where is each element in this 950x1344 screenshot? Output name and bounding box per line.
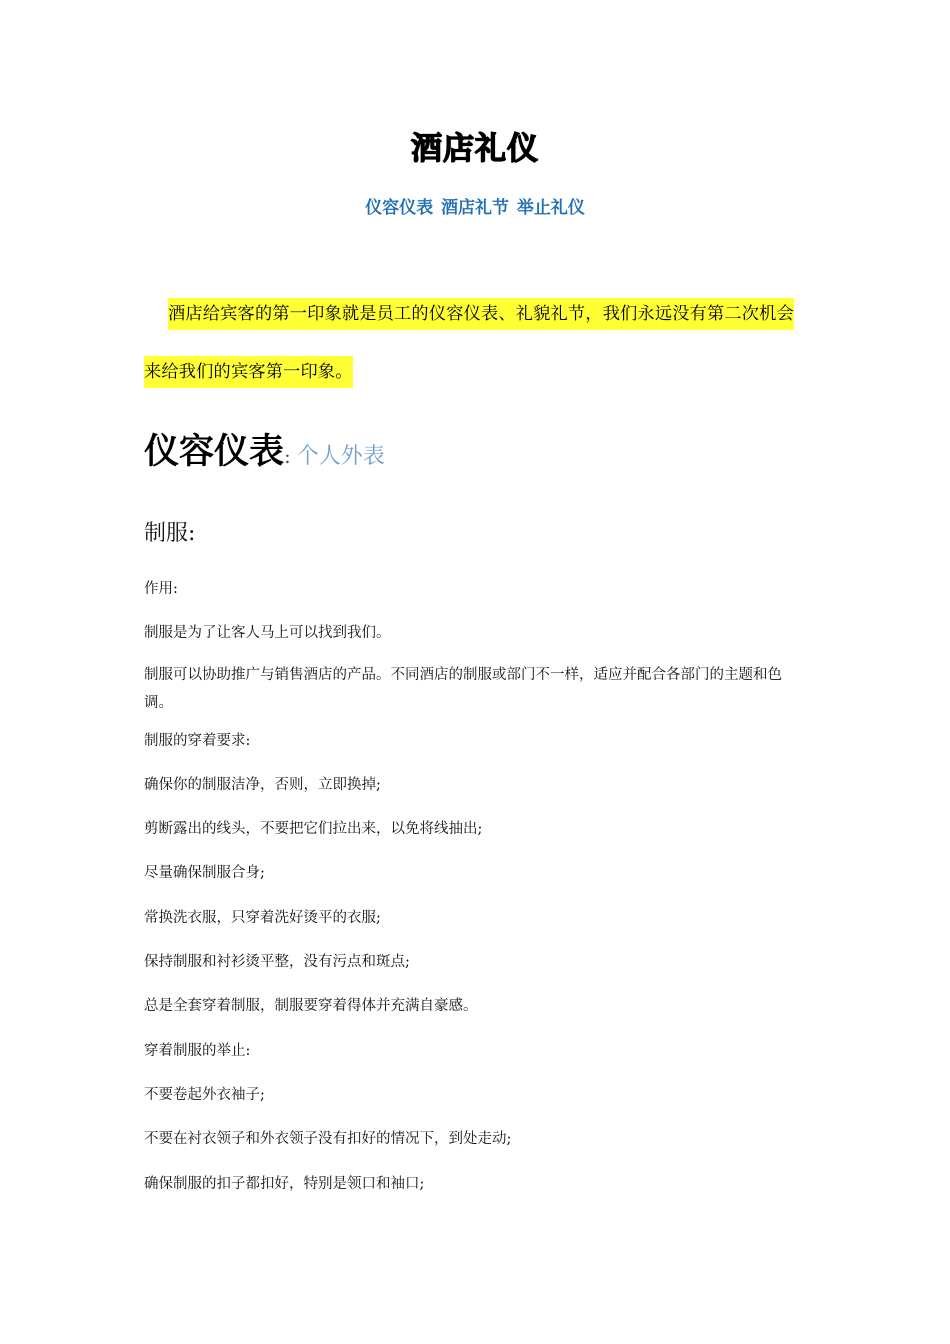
intro-highlighted-text: 酒店给宾客的第一印象就是员工的仪容仪表、礼貌礼节，我们永远没有第二次机会来给我们的宾客第一印象。 [144, 298, 794, 388]
body-line: 不要在衬衣领子和外衣领子没有扣好的情况下，到处走动; [144, 1131, 512, 1148]
body-line: 常换洗衣服，只穿着洗好烫平的衣服; [144, 909, 381, 926]
body-line: 制服可以协助推广与销售酒店的产品。不同酒店的制服或部门不一样，适应并配合各部门的主题和色调。 [144, 666, 782, 711]
body-line: 穿着制服的举止: [144, 1042, 251, 1059]
body-line: 总是全套穿着制服，制服要穿着得体并充满自豪感。 [144, 998, 478, 1015]
body-line: 确保你的制服洁净，否则，立即换掉; [144, 776, 381, 793]
section-heading [144, 424, 806, 486]
body-line: 保持制服和衬衫烫平整，没有污点和斑点; [144, 954, 410, 971]
body-line: 确保制服的扣子都扣好，特别是领口和袖口; [144, 1175, 425, 1192]
intro-paragraph [144, 285, 806, 401]
body-line: 制服是为了让客人马上可以找到我们。 [144, 625, 391, 642]
subsection-heading: 制服: [144, 521, 196, 546]
body-line: 制服的穿着要求: [144, 732, 251, 749]
body-line: 尽量确保制服合身; [144, 865, 265, 882]
body-line: 剪断露出的线头，不要把它们拉出来，以免将线抽出; [144, 821, 483, 838]
document-subtitle: 仪容仪表 酒店礼节 举止礼仪 [365, 198, 585, 218]
section-heading-sub: 个人外表 [296, 444, 385, 469]
body-text [144, 578, 806, 1217]
paragraph-indent [144, 309, 168, 319]
body-line: 不要卷起外衣袖子; [144, 1086, 265, 1103]
section-heading-main: 仪容仪表 [144, 431, 285, 472]
section-heading-colon: : [284, 444, 291, 468]
body-line: 作用: [144, 581, 178, 597]
document-title: 酒店礼仪 [411, 131, 539, 167]
